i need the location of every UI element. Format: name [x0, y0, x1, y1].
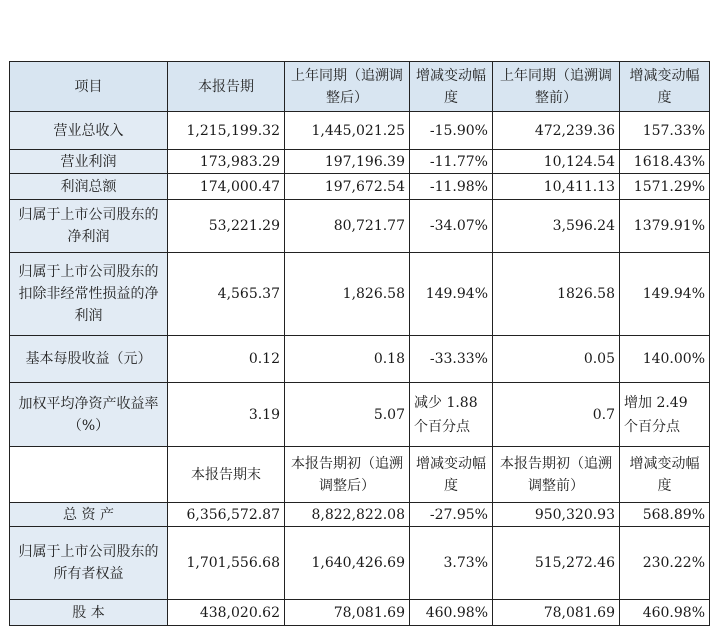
cell-change-1: -33.33% [410, 336, 493, 383]
cell-change-1: -34.07% [410, 200, 493, 253]
cell-change-1: 149.94% [410, 253, 493, 336]
header-change-2: 增减变动幅度 [620, 62, 710, 112]
subheader-period-start-adjusted: 本报告期初（追溯调整后） [285, 447, 410, 503]
cell-change-1: -15.90% [410, 112, 493, 150]
cell-change-1: 460.98% [410, 600, 493, 626]
row-label: 加权平均净资产收益率（%） [10, 383, 168, 447]
subheader-change-2: 增减变动幅度 [620, 447, 710, 503]
cell-prev-adjusted: 0.18 [285, 336, 410, 383]
cell-current: 1,215,199.32 [168, 112, 285, 150]
financial-summary-table [9, 61, 710, 626]
cell-current: 53,221.29 [168, 200, 285, 253]
cell-prev-adjusted: 197,672.54 [285, 174, 410, 200]
header-item: 项目 [10, 62, 168, 112]
table-row [10, 503, 710, 527]
cell-change-2: 140.00% [620, 336, 710, 383]
cell-prev-adjusted: 197,196.39 [285, 150, 410, 174]
cell-change-2: 1571.29% [620, 174, 710, 200]
cell-prev-adjusted: 80,721.77 [285, 200, 410, 253]
cell-prev-unadjusted: 472,239.36 [493, 112, 620, 150]
header-change-1: 增减变动幅度 [410, 62, 493, 112]
cell-change-1: -11.98% [410, 174, 493, 200]
cell-prev-adjusted: 1,826.58 [285, 253, 410, 336]
table-header-row [10, 62, 710, 112]
table-row [10, 383, 710, 447]
row-label: 利润总额 [10, 174, 168, 200]
cell-change-1: 减少 1.88 个百分点 [410, 383, 493, 447]
subheader-blank [10, 447, 168, 503]
table-row [10, 200, 710, 253]
subheader-period-start-unadjusted: 本报告期初（追溯调整前） [493, 447, 620, 503]
cell-current: 3.19 [168, 383, 285, 447]
cell-change-2: 149.94% [620, 253, 710, 336]
cell-current: 4,565.37 [168, 253, 285, 336]
cell-change-2: 增加 2.49 个百分点 [620, 383, 710, 447]
cell-prev-unadjusted: 78,081.69 [493, 600, 620, 626]
table-row [10, 112, 710, 150]
cell-prev-unadjusted: 950,320.93 [493, 503, 620, 527]
row-label: 归属于上市公司股东的净利润 [10, 200, 168, 253]
cell-prev-adjusted: 1,640,426.69 [285, 527, 410, 600]
cell-prev-unadjusted: 515,272.46 [493, 527, 620, 600]
cell-prev-adjusted: 78,081.69 [285, 600, 410, 626]
table-row [10, 174, 710, 200]
header-prev-adjusted: 上年同期（追溯调整后） [285, 62, 410, 112]
cell-current: 174,000.47 [168, 174, 285, 200]
cell-prev-adjusted: 8,822,822.08 [285, 503, 410, 527]
cell-change-2: 157.33% [620, 112, 710, 150]
table-row [10, 527, 710, 600]
cell-current: 173,983.29 [168, 150, 285, 174]
table-row [10, 150, 710, 174]
table-row [10, 336, 710, 383]
cell-prev-unadjusted: 0.05 [493, 336, 620, 383]
cell-prev-adjusted: 1,445,021.25 [285, 112, 410, 150]
table-row [10, 600, 710, 626]
cell-prev-unadjusted: 10,411.13 [493, 174, 620, 200]
cell-current: 0.12 [168, 336, 285, 383]
cell-prev-unadjusted: 3,596.24 [493, 200, 620, 253]
cell-change-2: 460.98% [620, 600, 710, 626]
cell-change-1: -11.77% [410, 150, 493, 174]
cell-change-2: 1379.91% [620, 200, 710, 253]
cell-change-2: 568.89% [620, 503, 710, 527]
table-row [10, 253, 710, 336]
subheader-current-period-end: 本报告期末 [168, 447, 285, 503]
row-label: 基本每股收益（元） [10, 336, 168, 383]
cell-change-1: 3.73% [410, 527, 493, 600]
row-label: 归属于上市公司股东的扣除非经常性损益的净利润 [10, 253, 168, 336]
cell-current: 1,701,556.68 [168, 527, 285, 600]
cell-change-2: 230.22% [620, 527, 710, 600]
row-label: 归属于上市公司股东的所有者权益 [10, 527, 168, 600]
row-label: 股 本 [10, 600, 168, 626]
row-label: 总 资 产 [10, 503, 168, 527]
cell-prev-unadjusted: 10,124.54 [493, 150, 620, 174]
cell-prev-unadjusted: 1826.58 [493, 253, 620, 336]
cell-change-1: -27.95% [410, 503, 493, 527]
table-subheader-row [10, 447, 710, 503]
cell-current: 6,356,572.87 [168, 503, 285, 527]
row-label: 营业利润 [10, 150, 168, 174]
cell-current: 438,020.62 [168, 600, 285, 626]
subheader-change-1: 增减变动幅度 [410, 447, 493, 503]
row-label: 营业总收入 [10, 112, 168, 150]
header-current-period: 本报告期 [168, 62, 285, 112]
cell-change-2: 1618.43% [620, 150, 710, 174]
cell-prev-adjusted: 5.07 [285, 383, 410, 447]
header-prev-unadjusted: 上年同期（追溯调整前） [493, 62, 620, 112]
cell-prev-unadjusted: 0.7 [493, 383, 620, 447]
